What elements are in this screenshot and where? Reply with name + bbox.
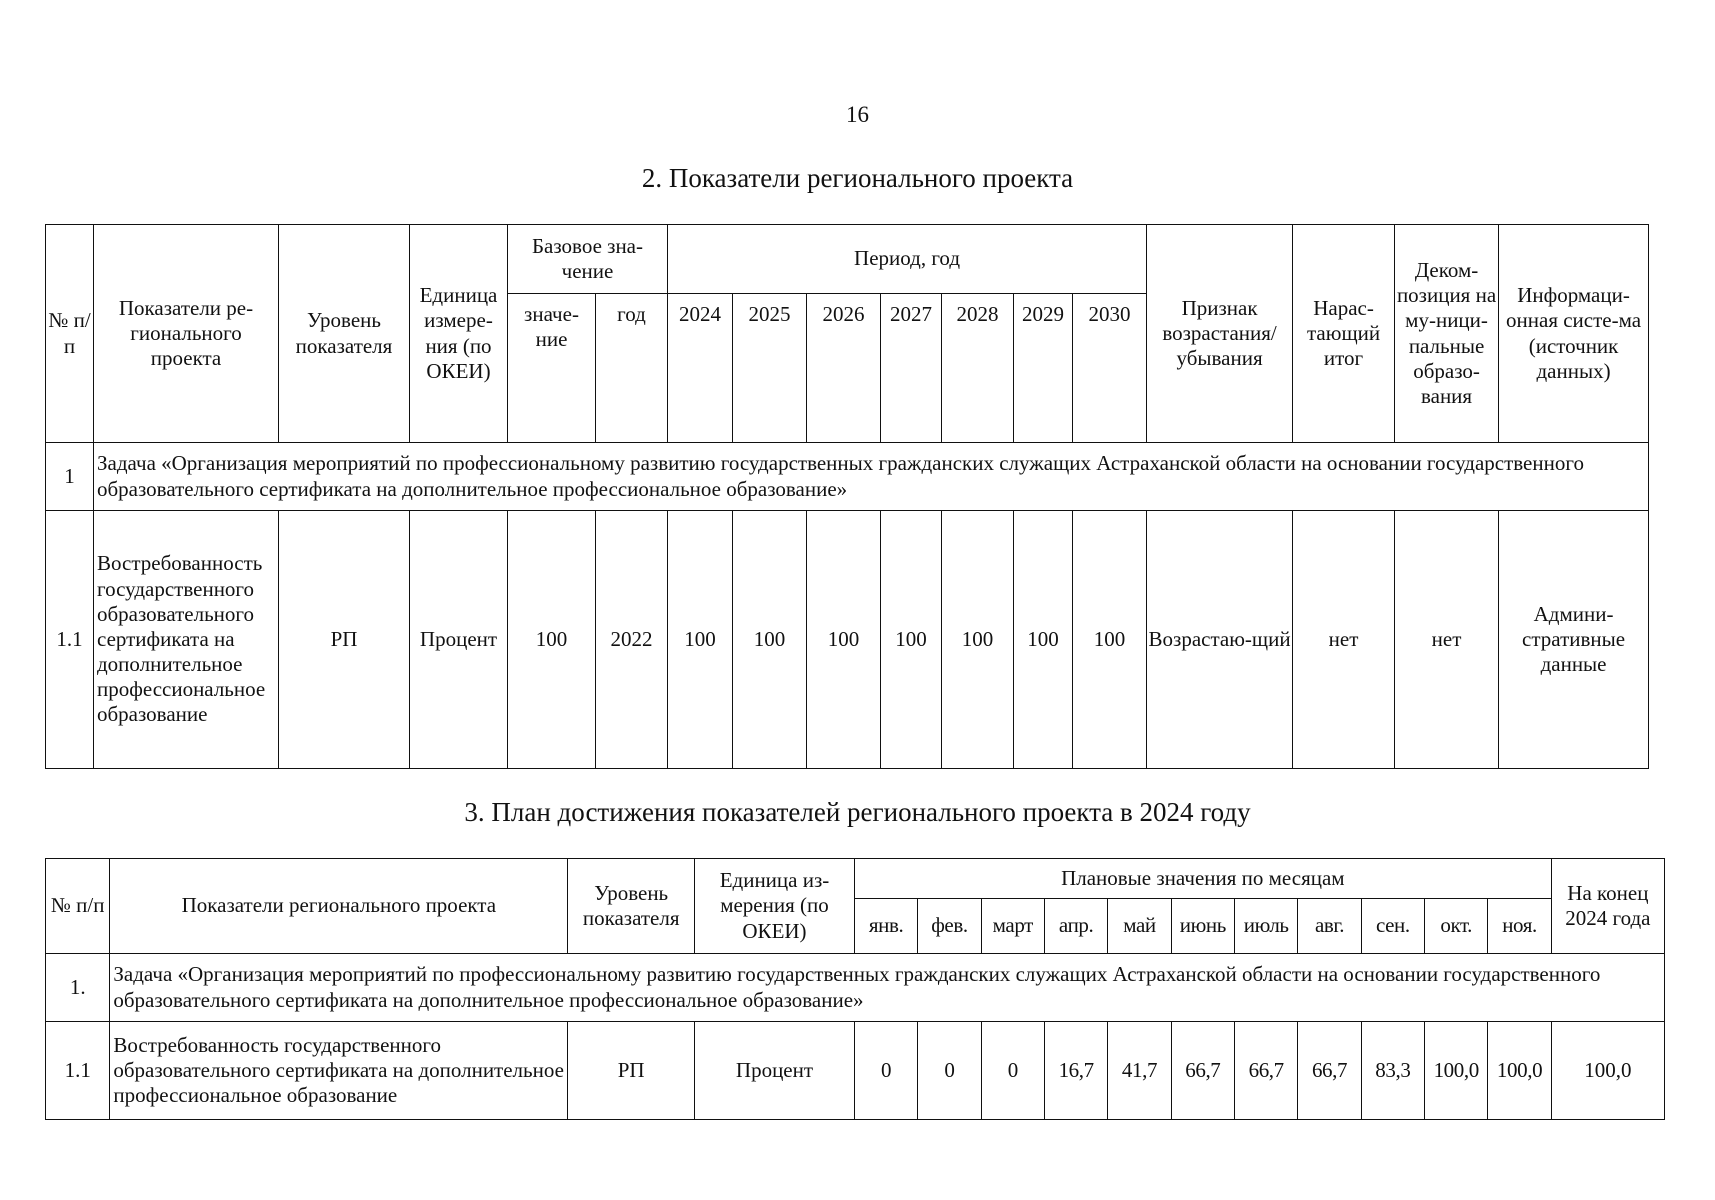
row-unit: Процент	[410, 511, 508, 769]
header-monthly: Плановые значения по месяцам	[854, 859, 1551, 899]
row-num: 1.1	[46, 511, 94, 769]
row-num: 1.1	[46, 1022, 110, 1120]
task-text: Задача «Организация мероприятий по профессиональному развитию государственных гражданских служащих Астраханской области на основании государственного образовательного сертификата на дополнительное профессиональное образование»	[110, 954, 1665, 1022]
monthly-plan-table	[45, 858, 1665, 1120]
row-indicator: Востребованность государственного образовательного сертификата на дополнительное профессиональное образование	[94, 511, 279, 769]
header-year-end: На конец 2024 года	[1551, 859, 1664, 954]
header-num: № п/п	[46, 225, 94, 443]
row-month-value: 66,7	[1235, 1022, 1298, 1120]
row-month-value: 0	[918, 1022, 981, 1120]
header-month: окт.	[1425, 899, 1488, 954]
header-month: май	[1108, 899, 1171, 954]
header-info-system: Информаци-онная систе-ма (источник данных)	[1499, 225, 1649, 443]
task-row	[46, 954, 1665, 1022]
header-month: март	[981, 899, 1044, 954]
header-year: 2025	[733, 294, 807, 443]
row-year-value: 100	[733, 511, 807, 769]
task-num: 1	[46, 443, 94, 511]
row-month-value: 66,7	[1171, 1022, 1234, 1120]
row-year-value: 100	[1014, 511, 1073, 769]
header-indicator: Показатели регионального проекта	[110, 859, 568, 954]
header-month: июнь	[1171, 899, 1234, 954]
header-month: ноя.	[1488, 899, 1551, 954]
header-period: Период, год	[668, 225, 1147, 294]
row-base-year: 2022	[596, 511, 668, 769]
header-month: сен.	[1361, 899, 1424, 954]
header-month: июль	[1235, 899, 1298, 954]
row-indicator: Востребованность государственного образовательного сертификата на дополнительное профессиональное образование	[110, 1022, 568, 1120]
table-row	[46, 511, 1649, 769]
task-row	[46, 443, 1649, 511]
header-level: Уровень показателя	[568, 859, 695, 954]
section-2-title: 2. Показатели регионального проекта	[641, 163, 1074, 193]
header-month: апр.	[1044, 899, 1107, 954]
header-year: 2026	[807, 294, 881, 443]
row-month-value: 100,0	[1488, 1022, 1551, 1120]
row-cumulative: нет	[1293, 511, 1395, 769]
header-num: № п/п	[46, 859, 110, 954]
header-base-value: значе-ние	[508, 294, 596, 443]
row-level: РП	[279, 511, 410, 769]
row-month-value: 100,0	[1425, 1022, 1488, 1120]
header-base: Базовое зна-чение	[508, 225, 668, 294]
row-year-value: 100	[807, 511, 881, 769]
page-number: 16	[846, 102, 869, 127]
row-year-value: 100	[1073, 511, 1147, 769]
header-year: 2029	[1014, 294, 1073, 443]
header-year: 2024	[668, 294, 733, 443]
header-month: авг.	[1298, 899, 1361, 954]
row-decomposition: нет	[1395, 511, 1499, 769]
row-base-value: 100	[508, 511, 596, 769]
section-3-title: 3. План достижения показателей регионального проекта в 2024 году	[464, 797, 1251, 827]
header-trend: Признак возрастания/ убывания	[1147, 225, 1293, 443]
header-level: Уровень показателя	[279, 225, 410, 443]
row-trend: Возрастаю-щий	[1147, 511, 1293, 769]
header-indicator: Показатели ре-гионального проекта	[94, 225, 279, 443]
row-month-value: 0	[854, 1022, 917, 1120]
header-base-year: год	[596, 294, 668, 443]
regional-indicators-table	[45, 224, 1649, 769]
row-info-system: Админи-стративные данные	[1499, 511, 1649, 769]
row-month-value: 41,7	[1108, 1022, 1171, 1120]
row-month-value: 16,7	[1044, 1022, 1107, 1120]
header-decomposition: Деком-позиция на му-ници-пальные образо-вания	[1395, 225, 1499, 443]
header-cumulative: Нарас-тающий итог	[1293, 225, 1395, 443]
row-year-value: 100	[942, 511, 1014, 769]
row-unit: Процент	[695, 1022, 855, 1120]
header-year: 2030	[1073, 294, 1147, 443]
header-month: фев.	[918, 899, 981, 954]
header-unit: Единица из-мерения (по ОКЕИ)	[695, 859, 855, 954]
header-year: 2028	[942, 294, 1014, 443]
row-month-value: 66,7	[1298, 1022, 1361, 1120]
table-row	[46, 1022, 1665, 1120]
row-month-value: 0	[981, 1022, 1044, 1120]
row-year-value: 100	[881, 511, 942, 769]
task-text: Задача «Организация мероприятий по профессиональному развитию государственных гражданских служащих Астраханской области на основании государственного образовательного сертификата на дополнительное профессиональное образование»	[94, 443, 1649, 511]
row-level: РП	[568, 1022, 695, 1120]
row-year-end: 100,0	[1551, 1022, 1664, 1120]
row-month-value: 83,3	[1361, 1022, 1424, 1120]
row-year-value: 100	[668, 511, 733, 769]
task-num: 1.	[46, 954, 110, 1022]
header-unit: Единица измере-ния (по ОКЕИ)	[410, 225, 508, 443]
header-year: 2027	[881, 294, 942, 443]
header-month: янв.	[854, 899, 917, 954]
